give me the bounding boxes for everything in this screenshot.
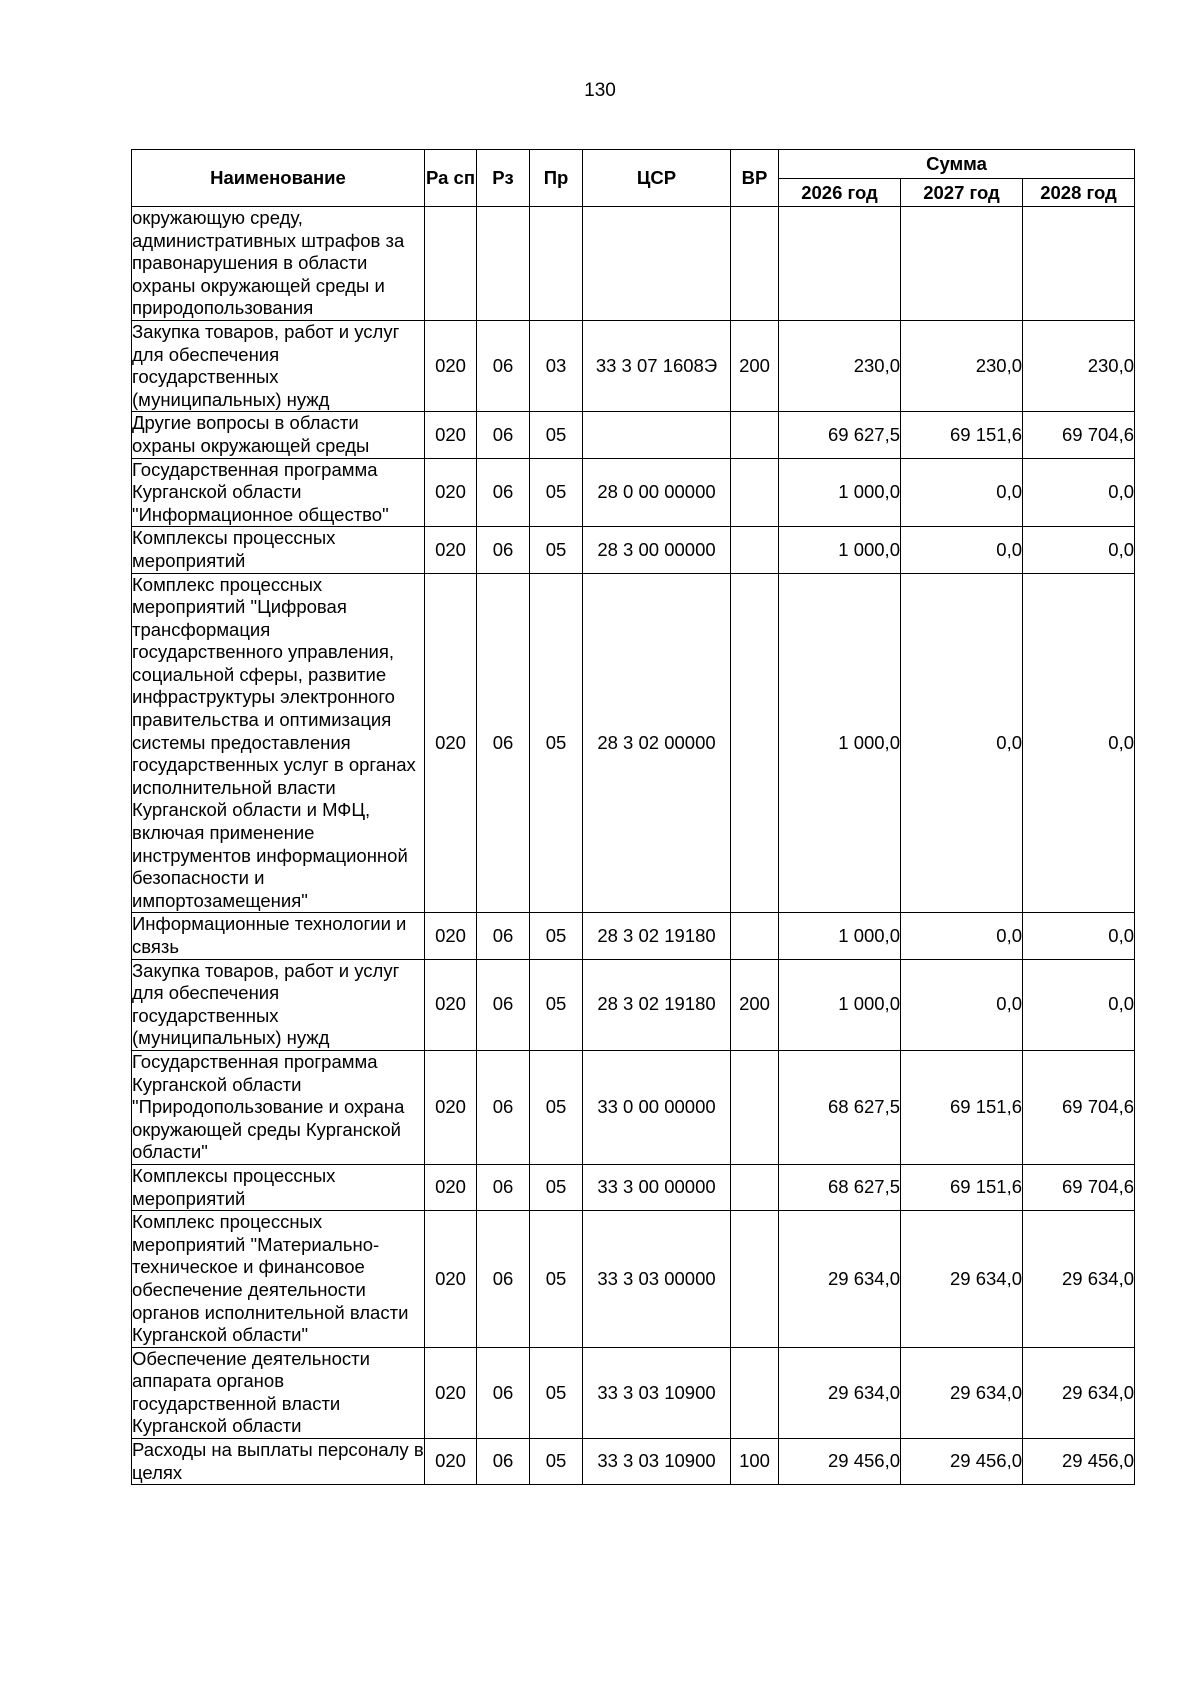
cell-csr [583, 412, 731, 458]
cell-name: Комплексы процессных мероприятий [132, 1164, 425, 1210]
cell-rz: 06 [477, 959, 530, 1050]
cell-vr [731, 1211, 779, 1348]
cell-rasp: 020 [425, 1211, 477, 1348]
header-name: Наименование [132, 150, 425, 207]
cell-rasp: 020 [425, 1164, 477, 1210]
cell-2027: 69 151,6 [901, 1164, 1023, 1210]
cell-2027: 0,0 [901, 959, 1023, 1050]
cell-2028: 0,0 [1023, 959, 1135, 1050]
cell-csr: 28 3 02 00000 [583, 573, 731, 913]
cell-2028: 0,0 [1023, 913, 1135, 959]
cell-csr: 33 3 03 10900 [583, 1439, 731, 1485]
cell-name: Расходы на выплаты персоналу в целях [132, 1439, 425, 1485]
header-2027: 2027 год [901, 179, 1023, 207]
cell-vr [731, 207, 779, 321]
header-csr: ЦСР [583, 150, 731, 207]
cell-rz: 06 [477, 913, 530, 959]
cell-rasp: 020 [425, 458, 477, 527]
cell-pr: 05 [530, 959, 583, 1050]
cell-2028: 230,0 [1023, 320, 1135, 411]
cell-name: Информационные технологии и связь [132, 913, 425, 959]
cell-2027: 0,0 [901, 527, 1023, 573]
cell-2028: 69 704,6 [1023, 1050, 1135, 1164]
cell-2028: 0,0 [1023, 573, 1135, 913]
cell-vr [731, 1050, 779, 1164]
cell-2026: 1 000,0 [779, 458, 901, 527]
cell-csr: 33 3 07 1608Э [583, 320, 731, 411]
cell-rasp [425, 207, 477, 321]
cell-2026: 1 000,0 [779, 527, 901, 573]
cell-vr: 200 [731, 320, 779, 411]
cell-rz: 06 [477, 1211, 530, 1348]
cell-2028: 0,0 [1023, 527, 1135, 573]
cell-rz: 06 [477, 573, 530, 913]
cell-name: Комплекс процессных мероприятий "Материально-техническое и финансовое обеспечение деятельности органов исполнительной власти Курганской области" [132, 1211, 425, 1348]
cell-name: Комплекс процессных мероприятий "Цифровая трансформация государственного управления, социальной сферы, развитие инфраструктуры электронного правительства и оптимизация системы предоставления государственных услуг в органах исполнительной власти Курганской области и МФЦ, включая применение инструментов информационной безопасности и импортозамещения" [132, 573, 425, 913]
cell-2026: 1 000,0 [779, 913, 901, 959]
cell-rz: 06 [477, 320, 530, 411]
table-row [132, 1050, 1135, 1164]
cell-2026: 69 627,5 [779, 412, 901, 458]
cell-rasp: 020 [425, 959, 477, 1050]
cell-vr: 200 [731, 959, 779, 1050]
table-row [132, 1439, 1135, 1485]
cell-pr: 05 [530, 1347, 583, 1438]
cell-pr: 03 [530, 320, 583, 411]
budget-table [131, 149, 1135, 1485]
header-sum: Сумма [779, 150, 1135, 179]
cell-2026: 29 456,0 [779, 1439, 901, 1485]
table-row [132, 1211, 1135, 1348]
cell-2028: 69 704,6 [1023, 412, 1135, 458]
table-body [132, 207, 1135, 1485]
cell-vr [731, 1347, 779, 1438]
cell-pr: 05 [530, 527, 583, 573]
cell-2027: 69 151,6 [901, 412, 1023, 458]
cell-rasp: 020 [425, 573, 477, 913]
cell-name: Комплексы процессных мероприятий [132, 527, 425, 573]
cell-2027: 29 634,0 [901, 1347, 1023, 1438]
cell-2027: 0,0 [901, 573, 1023, 913]
cell-vr [731, 458, 779, 527]
header-rasp: Ра сп [425, 150, 477, 207]
cell-2026: 230,0 [779, 320, 901, 411]
cell-2026: 68 627,5 [779, 1164, 901, 1210]
cell-2027: 0,0 [901, 913, 1023, 959]
cell-csr: 28 0 00 00000 [583, 458, 731, 527]
cell-2027: 230,0 [901, 320, 1023, 411]
table-row [132, 412, 1135, 458]
cell-vr [731, 913, 779, 959]
cell-rz: 06 [477, 412, 530, 458]
cell-rasp: 020 [425, 527, 477, 573]
cell-csr: 33 0 00 00000 [583, 1050, 731, 1164]
table-row [132, 320, 1135, 411]
cell-pr: 05 [530, 1050, 583, 1164]
cell-2027: 0,0 [901, 458, 1023, 527]
header-rz: Рз [477, 150, 530, 207]
cell-csr: 33 3 03 00000 [583, 1211, 731, 1348]
cell-pr: 05 [530, 1211, 583, 1348]
table-row [132, 458, 1135, 527]
table-row [132, 527, 1135, 573]
cell-2026: 29 634,0 [779, 1211, 901, 1348]
cell-name: Другие вопросы в области охраны окружающей среды [132, 412, 425, 458]
cell-csr: 28 3 02 19180 [583, 959, 731, 1050]
cell-2028: 29 634,0 [1023, 1347, 1135, 1438]
header-pr: Пр [530, 150, 583, 207]
cell-pr: 05 [530, 1439, 583, 1485]
cell-vr [731, 527, 779, 573]
cell-csr [583, 207, 731, 321]
table-row [132, 1164, 1135, 1210]
cell-name: Государственная программа Курганской области "Информационное общество" [132, 458, 425, 527]
cell-rz: 06 [477, 1347, 530, 1438]
cell-pr: 05 [530, 412, 583, 458]
cell-rasp: 020 [425, 1050, 477, 1164]
table-row [132, 959, 1135, 1050]
cell-pr: 05 [530, 1164, 583, 1210]
cell-name: Обеспечение деятельности аппарата органов государственной власти Курганской области [132, 1347, 425, 1438]
cell-2028: 69 704,6 [1023, 1164, 1135, 1210]
cell-csr: 28 3 00 00000 [583, 527, 731, 573]
header-2026: 2026 год [779, 179, 901, 207]
cell-vr [731, 412, 779, 458]
page-number: 130 [584, 80, 616, 101]
cell-pr: 05 [530, 913, 583, 959]
cell-csr: 33 3 03 10900 [583, 1347, 731, 1438]
cell-csr: 33 3 00 00000 [583, 1164, 731, 1210]
cell-rz: 06 [477, 458, 530, 527]
cell-2026: 68 627,5 [779, 1050, 901, 1164]
cell-pr: 05 [530, 573, 583, 913]
cell-name: Государственная программа Курганской области "Природопользование и охрана окружающей среды Курганской области" [132, 1050, 425, 1164]
cell-rz: 06 [477, 1164, 530, 1210]
cell-2026: 1 000,0 [779, 959, 901, 1050]
cell-2027 [901, 207, 1023, 321]
cell-name: окружающую среду, административных штрафов за правонарушения в области охраны окружающей среды и природопользования [132, 207, 425, 321]
table-row [132, 207, 1135, 321]
cell-vr [731, 1164, 779, 1210]
cell-rz: 06 [477, 1439, 530, 1485]
cell-2026: 1 000,0 [779, 573, 901, 913]
cell-2028: 0,0 [1023, 458, 1135, 527]
cell-rz: 06 [477, 527, 530, 573]
cell-2028 [1023, 207, 1135, 321]
table-row [132, 1347, 1135, 1438]
cell-2028: 29 634,0 [1023, 1211, 1135, 1348]
table-row [132, 913, 1135, 959]
cell-2026 [779, 207, 901, 321]
cell-2026: 29 634,0 [779, 1347, 901, 1438]
cell-name: Закупка товаров, работ и услуг для обеспечения государственных (муниципальных) нужд [132, 320, 425, 411]
cell-2027: 69 151,6 [901, 1050, 1023, 1164]
cell-rasp: 020 [425, 913, 477, 959]
cell-rz: 06 [477, 1050, 530, 1164]
cell-name: Закупка товаров, работ и услуг для обеспечения государственных (муниципальных) нужд [132, 959, 425, 1050]
cell-2028: 29 456,0 [1023, 1439, 1135, 1485]
header-vr: ВР [731, 150, 779, 207]
cell-2027: 29 634,0 [901, 1211, 1023, 1348]
cell-pr [530, 207, 583, 321]
cell-pr: 05 [530, 458, 583, 527]
cell-vr: 100 [731, 1439, 779, 1485]
table-row [132, 573, 1135, 913]
cell-rasp: 020 [425, 1347, 477, 1438]
cell-vr [731, 573, 779, 913]
cell-rasp: 020 [425, 320, 477, 411]
header-2028: 2028 год [1023, 179, 1135, 207]
cell-2027: 29 456,0 [901, 1439, 1023, 1485]
cell-rz [477, 207, 530, 321]
cell-csr: 28 3 02 19180 [583, 913, 731, 959]
cell-rasp: 020 [425, 412, 477, 458]
cell-rasp: 020 [425, 1439, 477, 1485]
